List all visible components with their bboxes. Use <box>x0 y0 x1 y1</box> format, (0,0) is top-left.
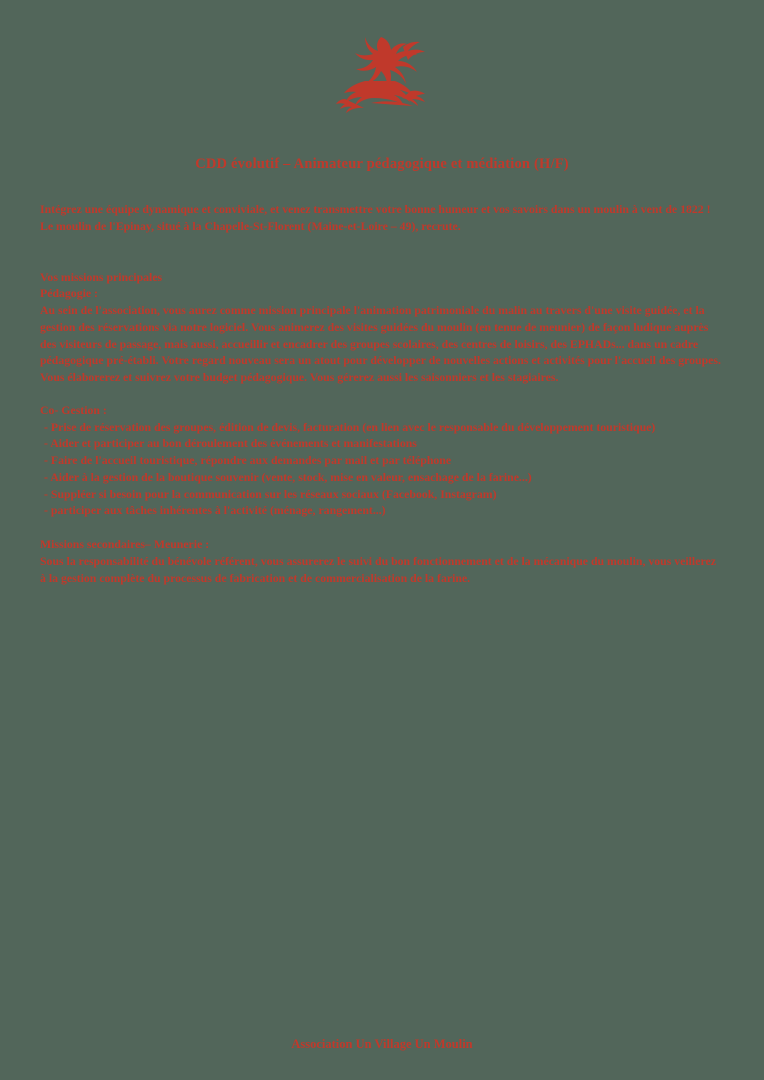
page-title: CDD évolutif – Animateur pédagogique et médiation (H/F) <box>195 156 569 172</box>
section-subheading: Pédagogie : <box>40 286 98 301</box>
windmill-logo-icon <box>307 29 457 115</box>
intro-block <box>40 201 724 235</box>
list-item: - Aider et participer au bon déroulement des événements et manifestations <box>44 436 417 451</box>
section-paragraph: Vous élaborerez et suivrez votre budget pédagogique. Vous gérerez aussi les saisonniers et les stagiaires. <box>40 370 559 384</box>
footer-association-name: Association Un Village Un Moulin <box>291 1037 473 1051</box>
section-paragraph: Sous la responsabilité du bénévole référent, vous assurerez le suivi du bon fonctionnement et de la mécanique du moulin, vous veillerez à la gestion complète du processus de fabrication et de commercialisation de la farine. <box>40 553 716 585</box>
list-item: - participer aux tâches inhérentes à l'activité (ménage, rangement...) <box>44 503 386 518</box>
list-item: - Faire de l'accueil touristique, répondre aux demandes par mail et par téléphone <box>44 453 452 467</box>
list-item: - Aider à la gestion de la boutique souvenir (vente, stock, mise en valeur, ensachage de la farine...) <box>44 469 532 484</box>
list-item: - Prise de réservation des groupes, édition de devis, facturation (en lien avec le responsable du développement touristique) <box>44 419 656 434</box>
section-missions-principales <box>40 269 724 386</box>
logo-header <box>40 0 724 118</box>
section-missions-secondaires <box>40 536 724 586</box>
list-item: - Suppléer si besoin pour la communication sur les réseaux sociaux (Facebook, Instagram) <box>44 486 497 501</box>
section-heading: Missions secondaires– Meunerie : <box>40 537 210 551</box>
intro-line-1: Intégrez une équipe dynamique et conviviale, et venez transmettre votre bonne humeur et vos savoirs dans un moulin à vent de 1822 ! <box>40 202 711 216</box>
section-subheading: Co- Gestion : <box>40 402 107 417</box>
intro-line-2: Le moulin de l'Epinay, situé à la Chapelle-St-Florent (Maine-et-Loire – 49), recrute. <box>40 218 461 233</box>
section-heading: Vos missions principales <box>40 269 163 284</box>
section-co-gestion <box>40 402 724 519</box>
section-paragraph: Au sein de l'association, vous aurez comme mission principale l'animation patrimoniale du malin au travers d'une visite guidée, et la gestion des réservations via notre logiciel. Vous animerez des visites guidées du moulin (en tenue de meunier) de façon ludique auprès des visiteurs de passage, mais aussi, accueillir et encadrer des groupes scolaires, des centres de loisirs, des EPHADs... dans un cadre pédagogique pré-établi. Votre regard nouveau sera un atout pour développer de nouvelles actions et activités pour l'accueil des groupes. <box>40 303 721 368</box>
